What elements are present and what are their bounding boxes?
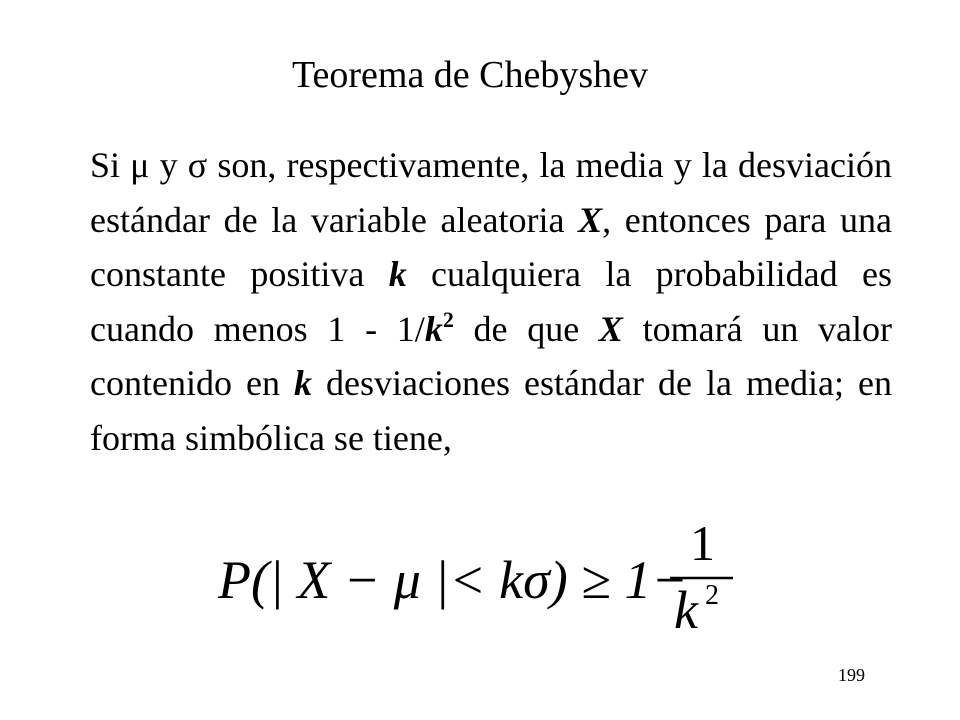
denominator-exponent: 2 bbox=[705, 580, 719, 611]
exponent: 2 bbox=[442, 306, 454, 332]
variable-x: X bbox=[578, 199, 603, 240]
formula-lhs: P(| X − μ |< kσ) ≥ 1− bbox=[218, 550, 688, 610]
fraction-numerator: 1 bbox=[690, 518, 715, 571]
variable-k: k bbox=[294, 363, 313, 403]
theorem-text: Si μ y σ son, respectivamente, la media y la desviación estándar de la variable aleatoria X, entonces para una constante positiva k cualquiera la probabilidad es cuando menos $1 - 1/k^2$ de que X tomará un valor contenido en k desviaciones estándar de la media; en forma simbólica se tiene, bbox=[90, 145, 893, 458]
variable-x: X bbox=[598, 308, 623, 349]
chebyshev-inequality-formula bbox=[218, 518, 758, 638]
variable-k: k bbox=[388, 254, 407, 294]
sigma-symbol: σ bbox=[187, 145, 208, 185]
fraction-denominator: k bbox=[674, 580, 698, 638]
slide-title: Teorema de Chebyshev bbox=[291, 54, 649, 96]
page-number: 199 bbox=[838, 665, 865, 685]
variable-k: k bbox=[424, 308, 443, 349]
mu-symbol: μ bbox=[130, 145, 150, 185]
